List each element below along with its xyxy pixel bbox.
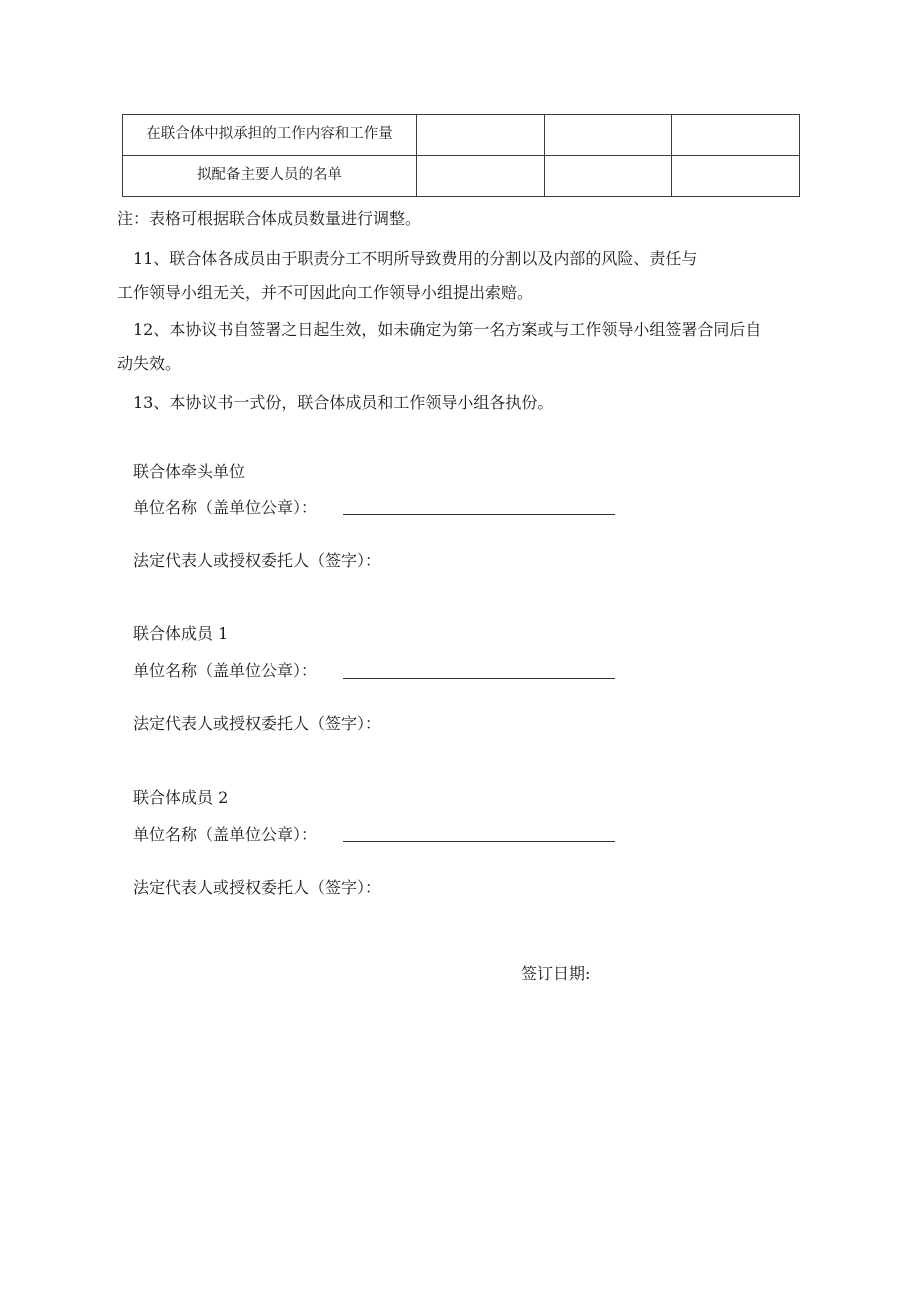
signature-unit-name-label: 单位名称（盖单位公章）： [133, 825, 318, 844]
member-responsibility-table [122, 114, 800, 197]
signature-unit-name-line [343, 514, 615, 515]
table-row [123, 156, 800, 197]
signature-unit-name-label: 单位名称（盖单位公章）： [133, 661, 318, 680]
signature-party-lead: 联合体牵头单位 [133, 462, 246, 481]
signature-party-member-1: 联合体成员 1 [133, 624, 229, 643]
table-cell [672, 156, 800, 197]
signature-unit-name-label: 单位名称（盖单位公章）： [133, 498, 318, 517]
signature-representative-label: 法定代表人或授权委托人（签字）： [133, 551, 382, 570]
table-note: 注：表格可根据联合体成员数量进行调整。 [117, 209, 422, 228]
signature-party-member-2: 联合体成员 2 [133, 788, 229, 807]
table-cell [545, 156, 672, 197]
signature-unit-name-line [343, 841, 615, 842]
clause-13: 13、本协议书一式份，联合体成员和工作领导小组各执份。 [133, 393, 554, 412]
signature-representative-label: 法定代表人或授权委托人（签字）： [133, 878, 382, 897]
signature-representative-label: 法定代表人或授权委托人（签字）： [133, 714, 382, 733]
signature-unit-name-line [343, 678, 615, 679]
table-row [123, 115, 800, 156]
table-cell [417, 156, 545, 197]
table-cell [417, 115, 545, 156]
table-row-label: 拟配备主要人员的名单 [123, 156, 417, 197]
table-row-label: 在联合体中拟承担的工作内容和工作量 [123, 115, 417, 156]
clause-11-line-2: 工作领导小组无关，并不可因此向工作领导小组提出索赔。 [117, 283, 534, 302]
table-cell [545, 115, 672, 156]
clause-11-line-1: 11、联合体各成员由于职责分工不明所导致费用的分割以及内部的风险、责任与 [133, 249, 698, 268]
clause-12-line-1: 12、本协议书自签署之日起生效，如未确定为第一名方案或与工作领导小组签署合同后自 [133, 320, 762, 339]
table-cell [672, 115, 800, 156]
signing-date-label: 签订日期: [521, 964, 591, 983]
clause-12-line-2: 动失效。 [117, 354, 182, 373]
